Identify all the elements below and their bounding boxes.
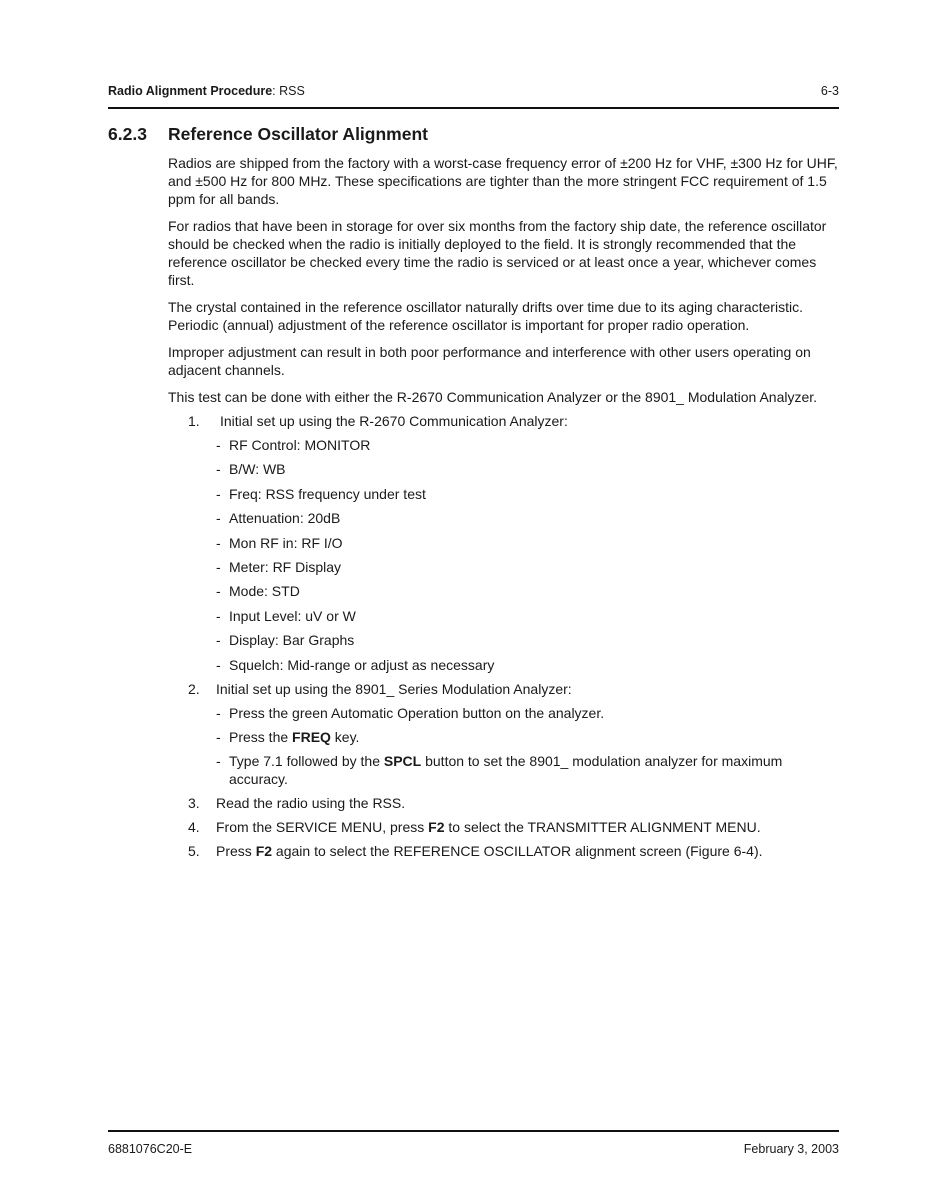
- substep: - Attenuation: 20dB: [216, 510, 341, 527]
- step-number: 5.: [188, 843, 200, 860]
- step-4: [168, 818, 840, 836]
- step-text: Read the radio using the RSS.: [216, 795, 406, 812]
- footer-doc-number: 6881076C20-E: [108, 1142, 193, 1156]
- footer-date: February 3, 2003: [743, 1142, 839, 1156]
- step-5: [168, 842, 840, 860]
- paragraph: This test can be done with either the R-2670 Communication Analyzer or the 8901_ Modulation Analyzer.: [168, 389, 818, 405]
- step-3: [168, 794, 840, 812]
- paragraph: Improper adjustment can result in both poor performance and interference with other users operating on adjacent channels.: [168, 344, 811, 378]
- substep: - Type 7.1 followed by the SPCL button to set the 8901_ modulation analyzer for maximum accuracy.: [216, 753, 783, 788]
- key-name: F2: [255, 843, 273, 860]
- step-2: [168, 680, 840, 789]
- step-text: Initial set up using the 8901_ Series Modulation Analyzer:: [216, 680, 572, 697]
- substep: - Squelch: Mid-range or adjust as necessary: [216, 656, 495, 673]
- step-number: 4.: [188, 819, 200, 836]
- body-content: [168, 154, 840, 866]
- step-number: 2.: [188, 680, 200, 697]
- substep: - Meter: RF Display: [216, 558, 342, 575]
- step-number: 1.: [188, 413, 200, 429]
- step-number: 3.: [188, 795, 200, 812]
- step-1: [168, 412, 840, 674]
- step-text: Initial set up using the R-2670 Communication Analyzer:: [220, 413, 568, 429]
- header-title: Radio Alignment Procedure: RSS: [108, 84, 305, 98]
- substep: - RF Control: MONITOR: [216, 437, 371, 453]
- section-heading: [108, 124, 428, 145]
- substep: - Freq: RSS frequency under test: [216, 485, 426, 502]
- paragraph: For radios that have been in storage for over six months from the factory ship date, the reference oscillator should be checked when the radio is initially deployed to the field. It is strongly recommended that the reference oscillator be checked every time the radio is serviced or at least once a year, whichever comes first.: [168, 218, 827, 288]
- page-header: [108, 83, 839, 109]
- section-number: 6.2.3: [108, 124, 147, 144]
- key-name: F2: [428, 819, 445, 836]
- substep: - Press the FREQ key.: [216, 728, 360, 745]
- substep: - Mon RF in: RF I/O: [216, 534, 343, 551]
- procedure-steps: [168, 412, 840, 860]
- substep-list: [216, 436, 840, 674]
- substep: - Mode: STD: [216, 583, 300, 600]
- step-text: From the SERVICE MENU, press F2 to select the TRANSMITTER ALIGNMENT MENU.: [216, 819, 761, 836]
- substep: - Display: Bar Graphs: [216, 632, 355, 649]
- substep: - Press the green Automatic Operation button on the analyzer.: [216, 704, 605, 721]
- substep-list: [216, 704, 840, 789]
- paragraph: Radios are shipped from the factory with a worst-case frequency error of ±200 Hz for VHF, ±300 Hz for UHF, and ±500 Hz for 800 MHz. These specifications are tighter than the more stringent FCC requirement of 1.5 ppm for all bands.: [168, 155, 838, 207]
- page-footer: [108, 1130, 839, 1156]
- substep: - Input Level: uV or W: [216, 607, 356, 624]
- paragraph: The crystal contained in the reference oscillator naturally drifts over time due to its aging characteristic. Periodic (annual) adjustment of the reference oscillator is important for proper radio operation.: [168, 299, 803, 333]
- step-text: Press F2 again to select the REFERENCE OSCILLATOR alignment screen (Figure 6-4).: [216, 843, 763, 860]
- header-page-number: 6-3: [820, 84, 839, 98]
- key-name: FREQ: [292, 728, 331, 745]
- section-title: Reference Oscillator Alignment: [168, 124, 428, 144]
- key-name: SPCL: [383, 753, 422, 770]
- substep: - B/W: WB: [216, 461, 286, 478]
